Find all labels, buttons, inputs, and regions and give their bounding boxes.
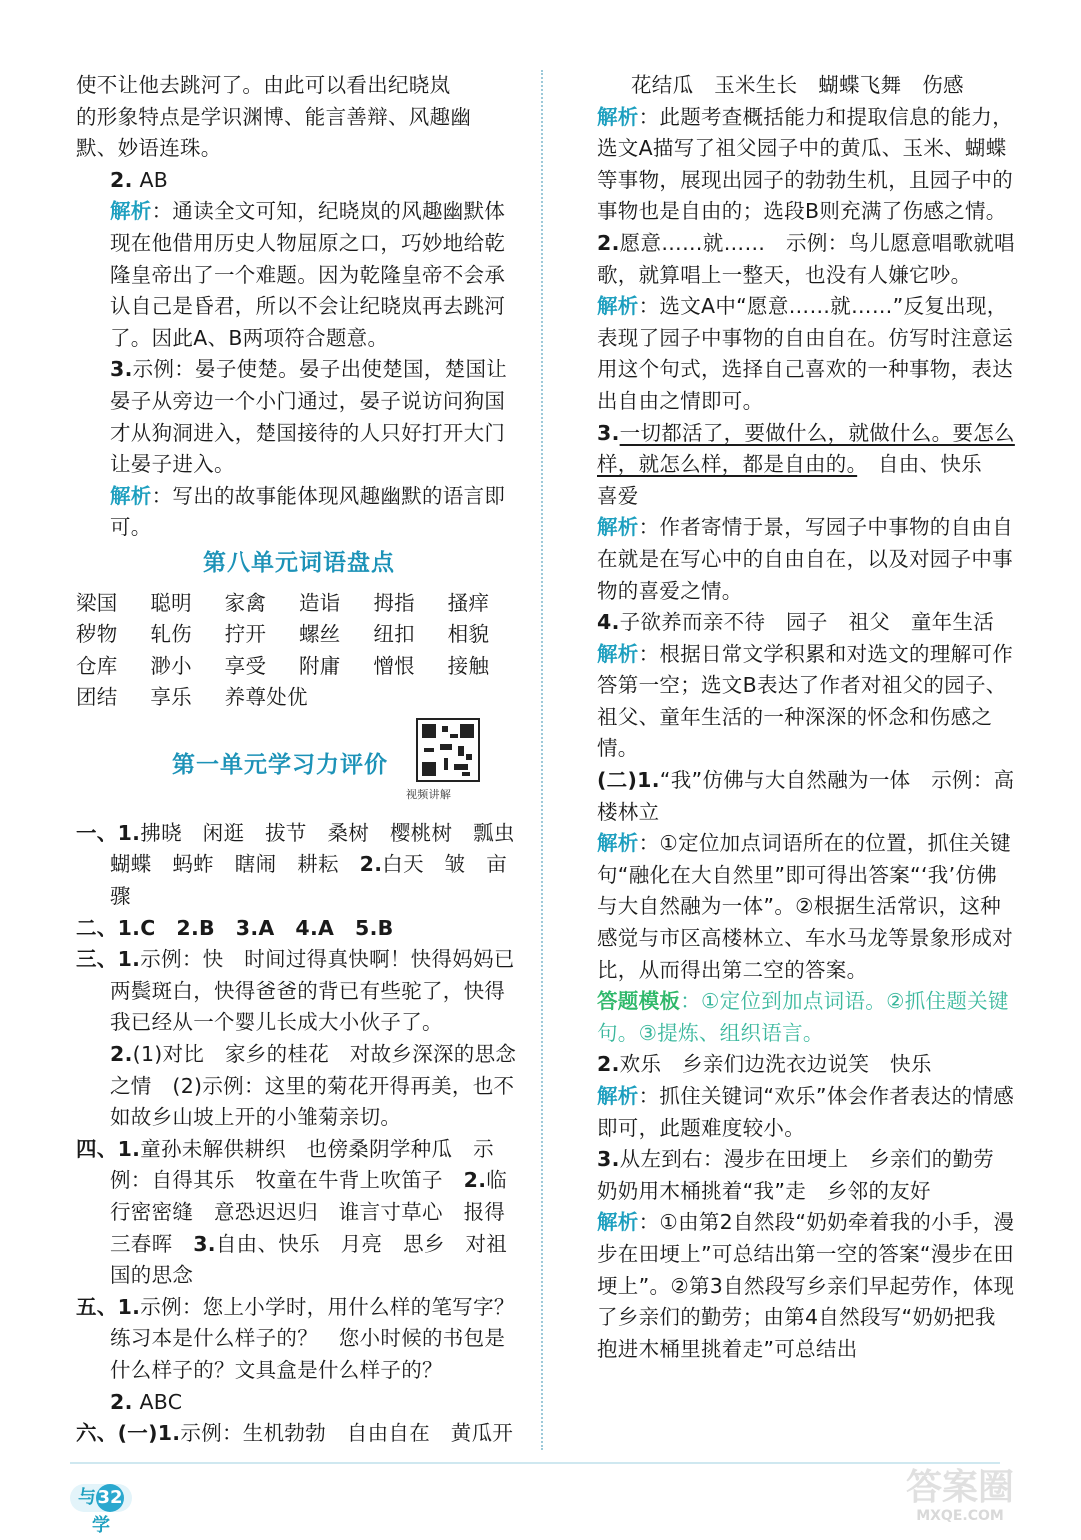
word-item: 渺小 [150, 653, 192, 678]
analysis-label: 解析 [597, 831, 639, 856]
answer-e3: 3.从左到右：漫步在田埂上 乡亲们的勤劳 奶奶用木桶挑着“我”走 乡邻的友好 [597, 1147, 1015, 1203]
answer-q3: 3.示例：晏子使楚。晏子出使楚国，楚国让晏子从旁边一个小门通过，晏子说访问狗国才从狗洞进入，楚国接待的人只好打开大门让晏子进入。 [110, 357, 508, 477]
section-3: 三、1.示例：快 时间过得真快啊！快得妈妈已两鬓斑白，快得爸爸的背已有些驼了，快得我已经从一个婴儿长成大小伙子了。 [76, 947, 515, 1035]
word-item: 接触 [447, 653, 490, 678]
section-5-q2: 2. ABC [110, 1389, 183, 1414]
word-item: 家禽 [224, 590, 267, 615]
page-number: 与32学 [70, 1484, 132, 1512]
analysis-label: 解析 [597, 104, 639, 129]
answer-q2: 2. AB [110, 167, 169, 192]
analysis-3: 解析：作者寄情于景，写园子中事物的自由自在就是在写心中的自由自在，以及对园子中事物的喜爱之情。 [597, 515, 1014, 603]
word-item: 享乐 [150, 685, 192, 710]
section-6: 六、(一)1.示例：生机勃勃 自由自在 黄瓜开 [76, 1421, 514, 1446]
word-item: 憎恨 [373, 653, 415, 678]
footer-line [70, 1462, 1000, 1464]
analysis-label: 解析 [597, 294, 639, 319]
column-divider [541, 70, 543, 1450]
word-item: 拧开 [224, 622, 267, 647]
watermark: 答案圈 MXQE.COM [905, 1467, 1014, 1524]
section-1: 一、1.拂晓 闲逛 拔节 桑树 樱桃树 瓢虫 蝴蝶 蚂蚱 瞎闹 耕耘 2.白天 皱 亩 骤 [76, 820, 536, 909]
text-line: 的形象特点是学识渊博、能言善辩、风趣幽 [76, 104, 472, 129]
word-item: 附庸 [299, 653, 341, 678]
answer-4: 4.子欲养而亲不待 园子 祖父 童年生活 [597, 610, 995, 635]
analysis-q3: 解析：写出的故事能体现风趣幽默的语言即可。 [110, 483, 506, 540]
right-column [597, 70, 1015, 1365]
qr-caption: 视频讲解 [406, 787, 452, 801]
unit1-header [76, 714, 522, 818]
answer-e1: (二)1.“我”仿佛与大自然融为一体 示例：高楼林立 [597, 768, 1015, 824]
word-item: 养尊处优 [224, 685, 308, 710]
word-item: 造诣 [299, 590, 341, 615]
word-item: 相貌 [447, 622, 490, 647]
analysis-1: 解析：此题考查概括能力和提取信息的能力，选文A描写了祖父园子中的黄瓜、玉米、蝴蝶等事物，展现出园子的勃勃生机，且园子中的事物也是自由的；选段B则充满了伤感之情。 [597, 104, 1014, 224]
word-item: 聪明 [150, 590, 192, 615]
word-item: 秽物 [76, 622, 118, 647]
word-item: 搔痒 [447, 590, 490, 615]
word-list [76, 588, 522, 714]
analysis-label: 解析 [597, 1210, 639, 1235]
text-line: 花结瓜 玉米生长 蝴蝶飞舞 伤感 [631, 73, 964, 97]
word-item: 轧伤 [150, 622, 192, 647]
left-column [76, 70, 536, 1450]
template-label: 答题模板 [597, 989, 681, 1014]
answer-e2: 2.欢乐 乡亲们边洗衣边说笑 快乐 [597, 1052, 932, 1077]
section-3-q2: 2.(1)对比 家乡的桂花 对故乡深深的思念之情 (2)示例：这里的菊花开得再美，也不如故乡山坡上开的小雏菊亲切。 [110, 1042, 517, 1130]
word-item: 享受 [224, 653, 267, 678]
analysis-label: 解析 [597, 515, 639, 540]
unit8-title: 第八单元词语盘点 [203, 549, 395, 576]
word-item: 团结 [76, 685, 118, 710]
word-item: 螺丝 [299, 622, 341, 647]
text-line: 默、妙语连珠。 [76, 136, 222, 161]
word-item: 梁国 [76, 590, 118, 615]
analysis-label: 解析 [597, 1084, 639, 1108]
analysis-4: 解析：根据日常文学积累和对选文的理解可作答第一空；选文B表达了作者对祖父的园子、祖父、童年生活的一种深深的怀念和伤感之情。 [597, 641, 1014, 761]
analysis-label: 解析 [597, 641, 639, 666]
answer-2: 2.愿意……就…… 示例：鸟儿愿意唱歌就唱歌，就算唱上一整天，也没有人嫌它吵。 [597, 230, 1015, 287]
answer-3: 3.一切都活了，要做什么，就做什么。要怎么样，就怎么样，都是自由的。 自由、快乐 喜爱 [597, 420, 1015, 508]
analysis-2: 解析：选文A中“愿意……就……”反复出现，表现了园子中事物的自由自在。仿写时注意运用这个句式，选择自己喜欢的一种事物，表达出自由之情即可。 [597, 294, 1013, 413]
qr-code-icon[interactable] [416, 718, 480, 782]
unit1-title: 第一单元学习力评价 [172, 751, 388, 778]
word-item: 拇指 [373, 590, 415, 615]
analysis-q2: 解析：通读全文可知，纪晓岚的风趣幽默体现在他借用历史人物屈原之口，巧妙地给乾隆皇帝出了一个难题。因为乾隆皇帝不会承认自己是昏君，所以不会让纪晓岚再去跳河了。因此A、B两项符合题意。 [110, 199, 506, 350]
analysis-5: 解析：①定位加点词语所在的位置，抓住关键句“融化在大自然里”即可得出答案“‘我’仿佛与大自然融为一体”。②根据生活常识，这种感觉与市区高楼林立、车水马龙等景象形成对比，从而得出第二空的答案。 [597, 831, 1013, 982]
word-item: 纽扣 [373, 622, 415, 647]
analysis-6: 解析：抓住关键词“欢乐”体会作者表达的情感即可，此题难度较小。 [597, 1084, 1015, 1140]
section-2: 二、1.C 2.B 3.A 4.A 5.B [76, 915, 394, 940]
text-line: 使不让他去跳河了。由此可以看出纪晓岚 [76, 73, 451, 97]
answer-template: 答题模板：①定位到加点词语。②抓住题关键句。③提炼、组织语言。 [597, 989, 1009, 1045]
section-5: 五、1.示例：您上小学时，用什么样的笔写字？练习本是什么样子的？ 您小时候的书包是什么样子的？文具盒是什么样子的？ [76, 1294, 515, 1382]
analysis-label: 解析 [110, 483, 152, 508]
word-item: 仓库 [76, 653, 118, 678]
analysis-label: 解析 [110, 199, 152, 224]
analysis-7: 解析：①由第2自然段“奶奶牵着我的小手，漫步在田埂上”可总结出第一空的答案“漫步在田埂上”。②第3自然段写乡亲们早起劳作，体现了乡亲们的勤劳；由第4自然段写“奶奶把我抱进木桶里挑着走”可总结出 [597, 1210, 1015, 1361]
section-4: 四、1.童孙未解供耕织 也傍桑阴学种瓜 示例：自得其乐 牧童在牛背上吹笛子 2.临行密密缝 意恐迟迟归 谁言寸草心 报得三春晖 3.自由、快乐 月亮 思乡 对祖国的思念 [76, 1136, 508, 1288]
